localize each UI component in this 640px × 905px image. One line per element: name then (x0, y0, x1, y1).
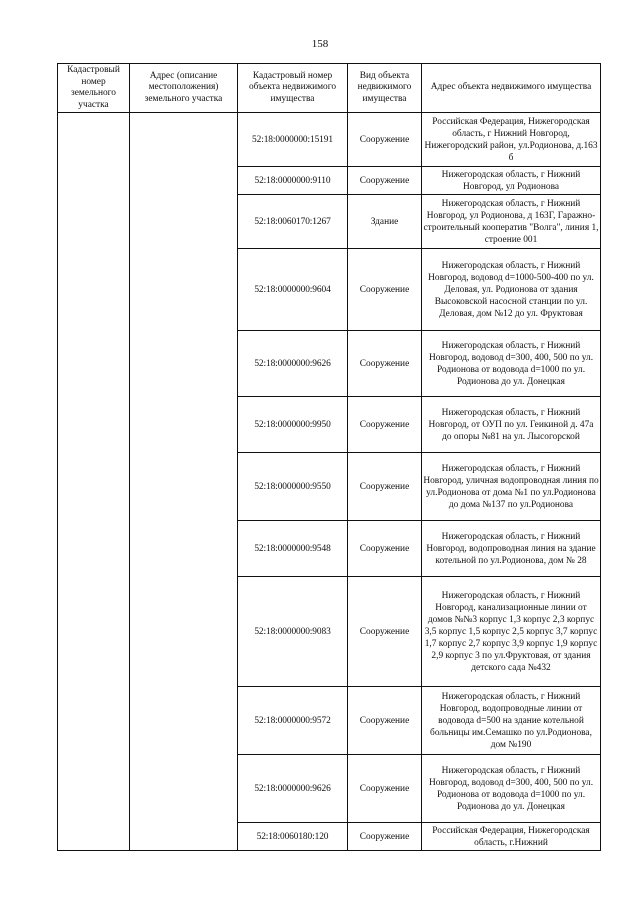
land-cadastral-cell (58, 113, 130, 851)
object-type-cell: Сооружение (348, 453, 422, 521)
table-header-row (58, 64, 601, 113)
object-cadastral-cell: 52:18:0000000:9550 (238, 453, 348, 521)
object-address-cell: Нижегородская область, г Нижний Новгород, водопроводная линия на здание котельной по ул.Родионова, дом № 28 (422, 521, 601, 577)
object-cadastral-cell: 52:18:0060170:1267 (238, 195, 348, 249)
header-land-address: Адрес (описание местоположения) земельного участка (130, 64, 238, 113)
object-address-cell: Российская Федерация, Нижегородская область, г.Нижний (422, 823, 601, 851)
object-cadastral-cell: 52:18:0000000:9950 (238, 397, 348, 453)
object-type-cell: Сооружение (348, 167, 422, 195)
object-cadastral-cell: 52:18:0000000:9083 (238, 577, 348, 687)
object-type-cell: Сооружение (348, 113, 422, 167)
object-address-cell: Нижегородская область, г Нижний Новгород, ул Родионова (422, 167, 601, 195)
object-cadastral-cell: 52:18:0000000:9626 (238, 331, 348, 397)
object-cadastral-cell: 52:18:0000000:9604 (238, 249, 348, 331)
object-type-cell: Здание (348, 195, 422, 249)
object-address-cell: Нижегородская область, г Нижний Новгород, водовод d=300, 400, 500 по ул. Родионова от водовода d=1000 по ул. Родионова до ул. Донецкая (422, 755, 601, 823)
object-address-cell: Нижегородская область, г Нижний Новгород, от ОУП по ул. Геикиной д. 47а до опоры №81 на ул. Лысогорской (422, 397, 601, 453)
object-type-cell: Сооружение (348, 687, 422, 755)
object-address-cell: Нижегородская область, г Нижний Новгород, водовод d=300, 400, 500 по ул. Родионова от водовода d=1000 по ул. Родионова до ул. Донецкая (422, 331, 601, 397)
object-type-cell: Сооружение (348, 397, 422, 453)
object-cadastral-cell: 52:18:0060180:120 (238, 823, 348, 851)
object-type-cell: Сооружение (348, 823, 422, 851)
object-type-cell: Сооружение (348, 577, 422, 687)
object-type-cell: Сооружение (348, 521, 422, 577)
header-object-cadastral: Кадастровый номер объекта недвижимого имущества (238, 64, 348, 113)
object-address-cell: Нижегородская область, г Нижний Новгород, водовод d=1000-500-400 по ул. Деловая, ул. Родионова от здания Высоковской насосной станции по ул. Деловая, дом №12 до ул. Фруктовая (422, 249, 601, 331)
header-object-type: Вид объекта недвижимого имущества (348, 64, 422, 113)
object-cadastral-cell: 52:18:0000000:9626 (238, 755, 348, 823)
object-address-cell: Российская Федерация, Нижегородская область, г Нижний Новгород, Нижегородский район, ул.Родионова, д.163 б (422, 113, 601, 167)
header-land-cadastral: Кадастровый номер земельного участка (58, 64, 130, 113)
object-address-cell: Нижегородская область, г Нижний Новгород, уличная водопроводная линия по ул.Родионова от дома №1 по ул.Родионова до дома №137 по ул.Родионова (422, 453, 601, 521)
object-type-cell: Сооружение (348, 249, 422, 331)
land-address-cell (130, 113, 238, 851)
table-row (58, 113, 601, 167)
object-address-cell: Нижегородская область, г Нижний Новгород, водопроводные линии от водовода d=500 на здание котельной больницы им.Семашко по ул.Родионова, дом №190 (422, 687, 601, 755)
object-type-cell: Сооружение (348, 755, 422, 823)
object-cadastral-cell: 52:18:0000000:9110 (238, 167, 348, 195)
page-number: 158 (311, 38, 329, 50)
object-cadastral-cell: 52:18:0000000:9572 (238, 687, 348, 755)
object-cadastral-cell: 52:18:0000000:15191 (238, 113, 348, 167)
header-object-address: Адрес объекта недвижимого имущества (422, 64, 601, 113)
object-address-cell: Нижегородская область, г Нижний Новгород, канализационные линии от домов №№3 корпус 1,3 корпус 2,3 корпус 3,5 корпус 1,5 корпус 2,5 корпус 3,7 корпус 1,7 корпус 2,7 корпус 3,9 корпус 1,9 корпус 2,9 корпус 3 по ул.Фруктовая, от здания детского сада №432 (422, 577, 601, 687)
object-type-cell: Сооружение (348, 331, 422, 397)
object-cadastral-cell: 52:18:0000000:9548 (238, 521, 348, 577)
property-table (57, 63, 601, 851)
object-address-cell: Нижегородская область, г Нижний Новгород, ул Родионова, д 163Г, Гаражно-строительный кооператив "Волга", линия 1, строение 001 (422, 195, 601, 249)
